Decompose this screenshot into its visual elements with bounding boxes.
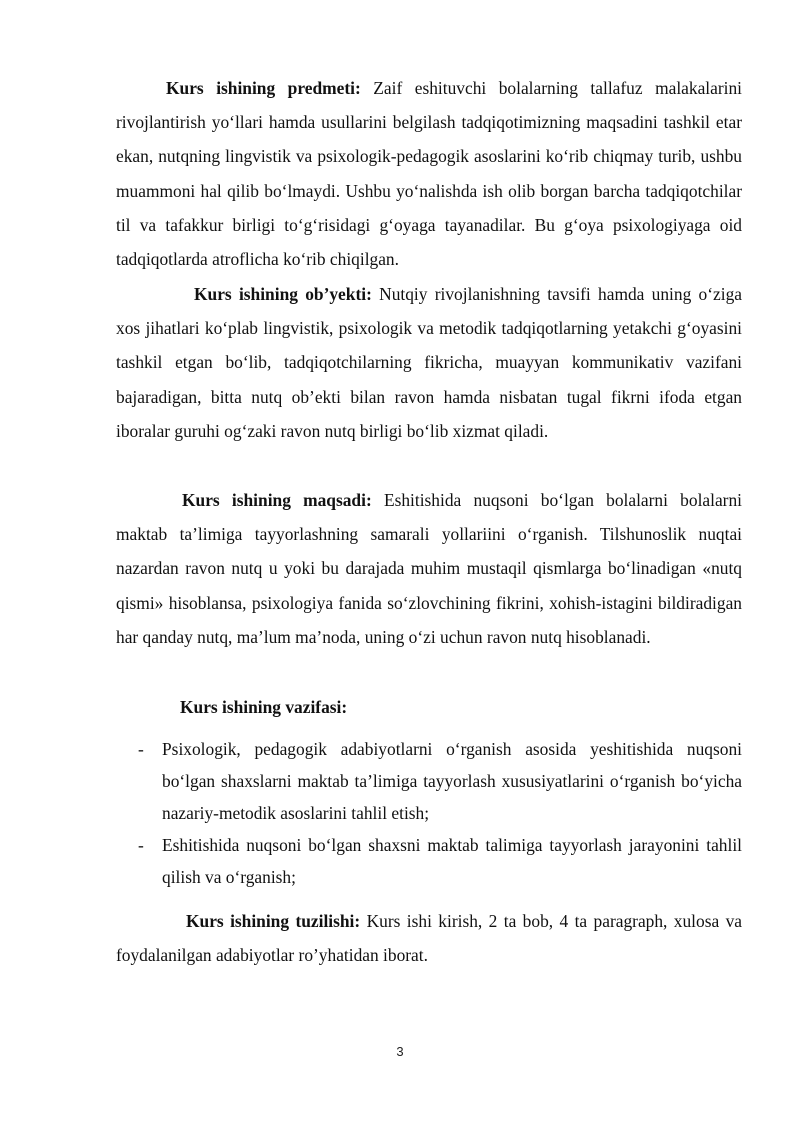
heading-obyekt: Kurs ishining ob’yekti: (194, 284, 372, 304)
list-item (116, 829, 742, 893)
heading-vazifa: Kurs ishining vazifasi: (180, 697, 348, 717)
bullet-dash: - (138, 739, 144, 759)
paragraph-tuzilish (116, 904, 742, 972)
paragraph-predmet (116, 71, 742, 276)
heading-predmet: Kurs ishining predmeti: (166, 78, 361, 98)
heading-tuzilish: Kurs ishining tuzilishi: (186, 911, 361, 931)
bullet-dash: - (138, 835, 144, 855)
text-maqsad: Eshitishida nuqsoni bo‘lgan bolalarni bolalarni maktab ta’limiga tayyorlashning samarali yollariini o‘rganish. Tilshunoslik nuqtai nazardan ravon nutq u yoki bu darajada muhim mustaqil qismlarga bo‘linadigan «nutq qismi» hisoblansa, psixologiya fanida so‘zlovchining fikrini, xohish-istagini bildiradigan har qanday nutq, ma’lum ma’noda, uning o‘zi uchun ravon nutq hisoblanadi. (116, 490, 742, 647)
heading-maqsad: Kurs ishining maqsadi: (182, 490, 372, 510)
list-item-text: Eshitishida nuqsoni bo‘lgan shaxsni maktab talimiga tayyorlash jarayonini tahlil qilish va o‘rganish; (162, 835, 742, 887)
paragraph-maqsad (116, 483, 742, 654)
text-obyekt: Nutqiy rivojlanishning tavsifi hamda uning o‘ziga xos jihatlari ko‘plab lingvistik, psixologik va metodik tadqiqotlarning yetakchi g‘oyasini tashkil etgan bo‘lib, tadqiqotchilarning fikricha, muayyan kommunikativ vazifani bajaradigan, bitta nutq ob’ekti bilan ravon hamda nisbatan tugal fikrni ifoda etgan iboralar guruhi og‘zaki ravon nutq birligi bo‘lib xizmat qiladi. (116, 284, 743, 441)
list-item (116, 733, 742, 829)
list-item-text: Psixologik, pedagogik adabiyotlarni o‘rganish asosida yeshitishida nuqsoni bo‘lgan shaxslarni maktab ta’limiga tayyorlash xususiyatlarini o‘rganish bo‘yicha nazariy-metodik asoslarini tahlil etish; (162, 739, 742, 823)
paragraph-obyekt (116, 277, 742, 448)
text-tuzilish: Kurs ishi kirish, 2 ta bob, 4 ta paragraph, xulosa va foydalanilgan adabiyotlar ro’yhatidan iborat. (116, 911, 742, 966)
page-number: 3 (396, 1044, 404, 1059)
text-predmet: Zaif eshituvchi bolalarning tallafuz malakalarini rivojlantirish yo‘llari hamda usullarini belgilash tadqiqotimizning maqsadini tashkil etar ekan, nutqning lingvistik va psixologik-pedagogik asoslarini ko‘rib chiqmay turib, ushbu muammoni hal qilib bo‘lmaydi. Ushbu yo‘nalishda ish olib borgan barcha tadqiqotchilar til va tafakkur birligi to‘g‘risidagi g‘oyaga tayanadilar. Bu g‘oya psixologiyaga oid tadqiqotlarda atroflicha ko‘rib chiqilgan. (116, 78, 742, 270)
